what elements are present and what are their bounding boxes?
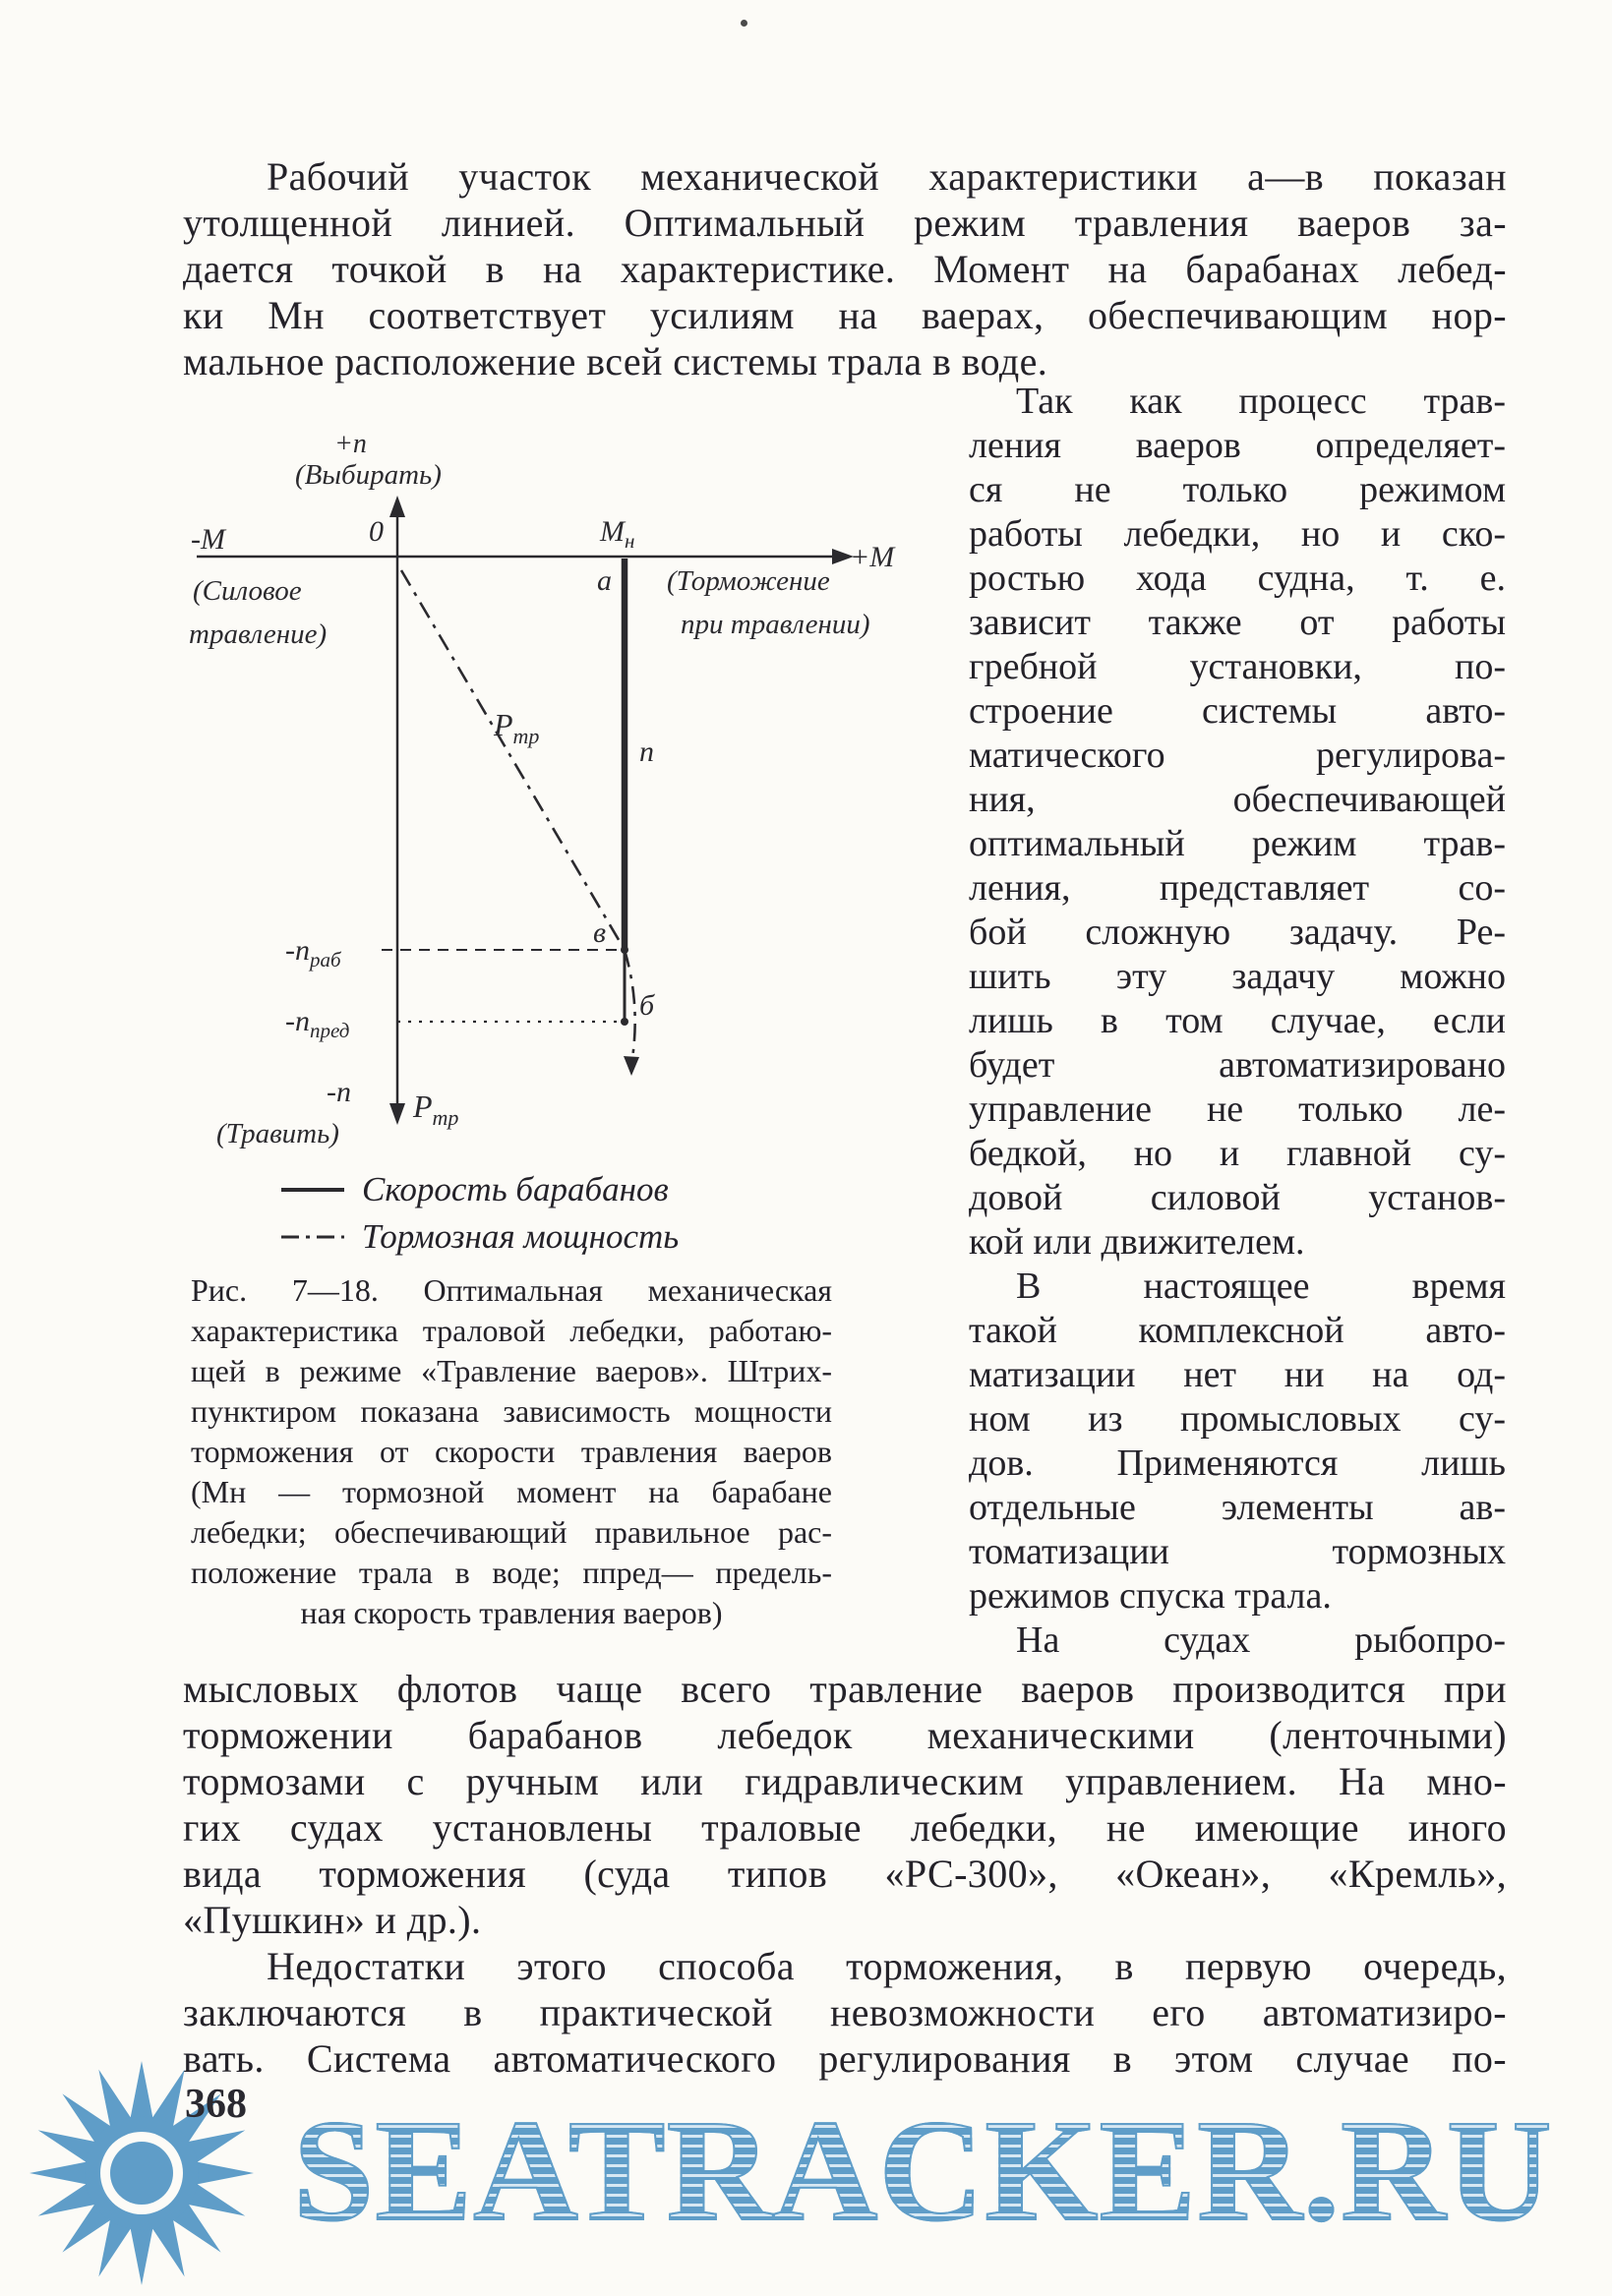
- label-minus-m: -М: [191, 523, 225, 556]
- scan-speck: [741, 20, 747, 27]
- label-plus-m: +М: [850, 541, 895, 573]
- text-line: матизации нет ни на од-: [969, 1354, 1506, 1395]
- right-column: [969, 380, 1506, 1663]
- text-line: будет автоматизировано: [969, 1044, 1506, 1086]
- text-line: ния, обеспечивающей: [969, 779, 1506, 820]
- text-line: Так как процесс трав-: [1016, 381, 1506, 422]
- watermark-text: SEATRACKER.RU: [293, 2090, 1553, 2252]
- label-zero: 0: [369, 515, 384, 548]
- point-b-marker: [621, 1018, 628, 1026]
- caption-line: щей в режиме «Травление ваеров». Штрих-: [191, 1353, 832, 1388]
- label-n-rab: [285, 934, 342, 971]
- text-line: мальное расположение всей системы трала в воде.: [183, 339, 1048, 383]
- text-line: зависит также от работы: [969, 602, 1506, 643]
- text-line: тормозами с ручным или гидравлическим управлением. На мно-: [183, 1759, 1507, 1803]
- legend-item: [281, 1166, 679, 1213]
- text-line: ся не только режимом: [969, 469, 1506, 510]
- text-line: дается точкой в на характеристике. Момент на барабанах лебед-: [183, 247, 1507, 291]
- text-line: ления ваеров определяет-: [969, 425, 1506, 466]
- up-arrow-icon: [389, 496, 405, 517]
- caption-line: ная скорость травления ваеров): [300, 1595, 723, 1630]
- text-line: ления, представляет со-: [969, 867, 1506, 909]
- tail-arrow-icon: [624, 1056, 639, 1076]
- text-line: дов. Применяются лишь: [969, 1442, 1506, 1484]
- top-paragraph: [183, 153, 1507, 384]
- text-line: матического регулирова-: [969, 735, 1506, 776]
- figure-diagram: [189, 423, 956, 1170]
- label-silovoe-2: травление): [189, 618, 328, 650]
- caption-line: пунктиром показана зависимость мощности: [191, 1393, 832, 1429]
- page-number: 368: [185, 2082, 247, 2127]
- label-mn-main: М: [600, 515, 625, 548]
- text-line: лишь в том случае, если: [969, 1000, 1506, 1041]
- label-n-pred: [285, 1005, 349, 1042]
- label-point-v: в: [592, 916, 606, 949]
- caption-line: положение трала в воде; ппред— предель-: [191, 1555, 832, 1590]
- label-tormozh-2: при травлении): [681, 609, 870, 640]
- caption-line: характеристика траловой лебедки, работаю-: [191, 1313, 832, 1348]
- text-line: отдельные элементы ав-: [969, 1487, 1506, 1528]
- text-line: работы лебедки, но и ско-: [969, 513, 1506, 555]
- label-point-a: а: [597, 564, 612, 597]
- text-line: бой сложную задачу. Ре-: [969, 912, 1506, 953]
- label-n-rab-main: -п: [285, 934, 310, 967]
- label-p-tr-main: Р: [494, 707, 513, 742]
- dash-dot-line-icon: [281, 1232, 344, 1242]
- text-line: оптимальный режим трав-: [969, 823, 1506, 864]
- label-p-tr-sub: тр: [512, 724, 540, 748]
- label-minus-n: -п: [327, 1076, 351, 1108]
- caption-line: лебедки; обеспечивающий правильное рас-: [191, 1514, 832, 1550]
- label-n-mid: п: [639, 736, 654, 768]
- text-line: строение системы авто-: [969, 690, 1506, 732]
- figure-caption: [191, 1270, 832, 1633]
- text-line: «Пушкин» и др.).: [183, 1898, 482, 1942]
- text-line: вида торможения (суда типов «РС-300», «Океан», «Кремль»,: [183, 1852, 1507, 1896]
- solid-line-icon: [281, 1185, 344, 1195]
- label-point-b: б: [639, 989, 655, 1022]
- text-line: томатизации тормозных: [969, 1531, 1506, 1572]
- text-line: мысловых флотов чаще всего травление ваеров производится при: [183, 1667, 1507, 1711]
- caption-line: Рис. 7—18. Оптимальная механическая: [191, 1272, 832, 1308]
- text-line: торможении барабанов лебедок механическими (ленточными): [183, 1713, 1507, 1757]
- label-vybirat: (Выбирать): [295, 459, 442, 491]
- caption-line: (Мн — тормозной момент на барабане: [191, 1474, 832, 1509]
- label-p-tr: [493, 707, 539, 748]
- label-plus-n: +п: [334, 429, 367, 459]
- text-line: Рабочий участок механической характеристики а—в показан: [267, 154, 1507, 199]
- text-line: гих судах установлены траловые лебедки, не имеющие иного: [183, 1805, 1507, 1850]
- label-p-tr2-main: Р: [413, 1089, 433, 1124]
- text-line: довой силовой установ-: [969, 1177, 1506, 1218]
- text-line: утолщенной линией. Оптимальный режим травления ваеров за-: [183, 201, 1507, 245]
- figure-legend: [281, 1166, 679, 1261]
- label-tormozh-1: (Торможение: [667, 565, 830, 597]
- label-mn-sub: н: [625, 529, 635, 553]
- label-mn: [599, 515, 634, 553]
- down-arrow-icon: [389, 1103, 405, 1125]
- text-line: режимов спуска трала.: [969, 1575, 1332, 1617]
- text-line: шить эту задачу можно: [969, 956, 1506, 997]
- text-line: Недостатки этого способа торможения, в первую очередь,: [267, 1944, 1507, 1988]
- text-line: управление не только ле-: [969, 1089, 1506, 1130]
- caption-line: торможения от скорости травления ваеров: [191, 1434, 832, 1469]
- text-line: бедкой, но и главной су-: [969, 1133, 1506, 1174]
- brake-power-tail: [625, 950, 635, 1058]
- label-n-pred-sub: пред: [310, 1019, 350, 1042]
- text-line: вать. Система автоматического регулирования в этом случае по-: [183, 2036, 1507, 2081]
- legend-label: Тормозная мощность: [362, 1217, 680, 1256]
- text-line: В настоящее время: [1016, 1266, 1506, 1307]
- label-p-tr2: [412, 1089, 458, 1130]
- text-line: такой комплексной авто-: [969, 1310, 1506, 1351]
- text-line: ки Мн соответствует усилиям на ваерах, обеспечивающим нор-: [183, 293, 1507, 337]
- label-n-rab-sub: раб: [310, 948, 341, 971]
- label-travit: (Травить): [216, 1118, 339, 1149]
- label-p-tr2-sub: тр: [432, 1105, 459, 1130]
- legend-label: Скорость барабанов: [362, 1170, 669, 1208]
- point-v-marker: [621, 946, 628, 954]
- legend-item: [281, 1213, 679, 1261]
- text-line: ном из промысловых су-: [969, 1398, 1506, 1440]
- bottom-paragraphs: [183, 1666, 1507, 2082]
- text-line: кой или движителем.: [969, 1221, 1305, 1263]
- text-line: заключаются в практической невозможности его автоматизиро-: [183, 1990, 1507, 2034]
- brake-power-line: [401, 570, 625, 950]
- text-line: ростью хода судна, т. е.: [969, 558, 1506, 599]
- label-n-pred-main: -п: [285, 1005, 310, 1037]
- text-line: На судах рыбопро-: [1016, 1619, 1506, 1661]
- text-line: гребной установки, по-: [969, 646, 1506, 687]
- label-silovoe-1: (Силовое: [193, 575, 302, 607]
